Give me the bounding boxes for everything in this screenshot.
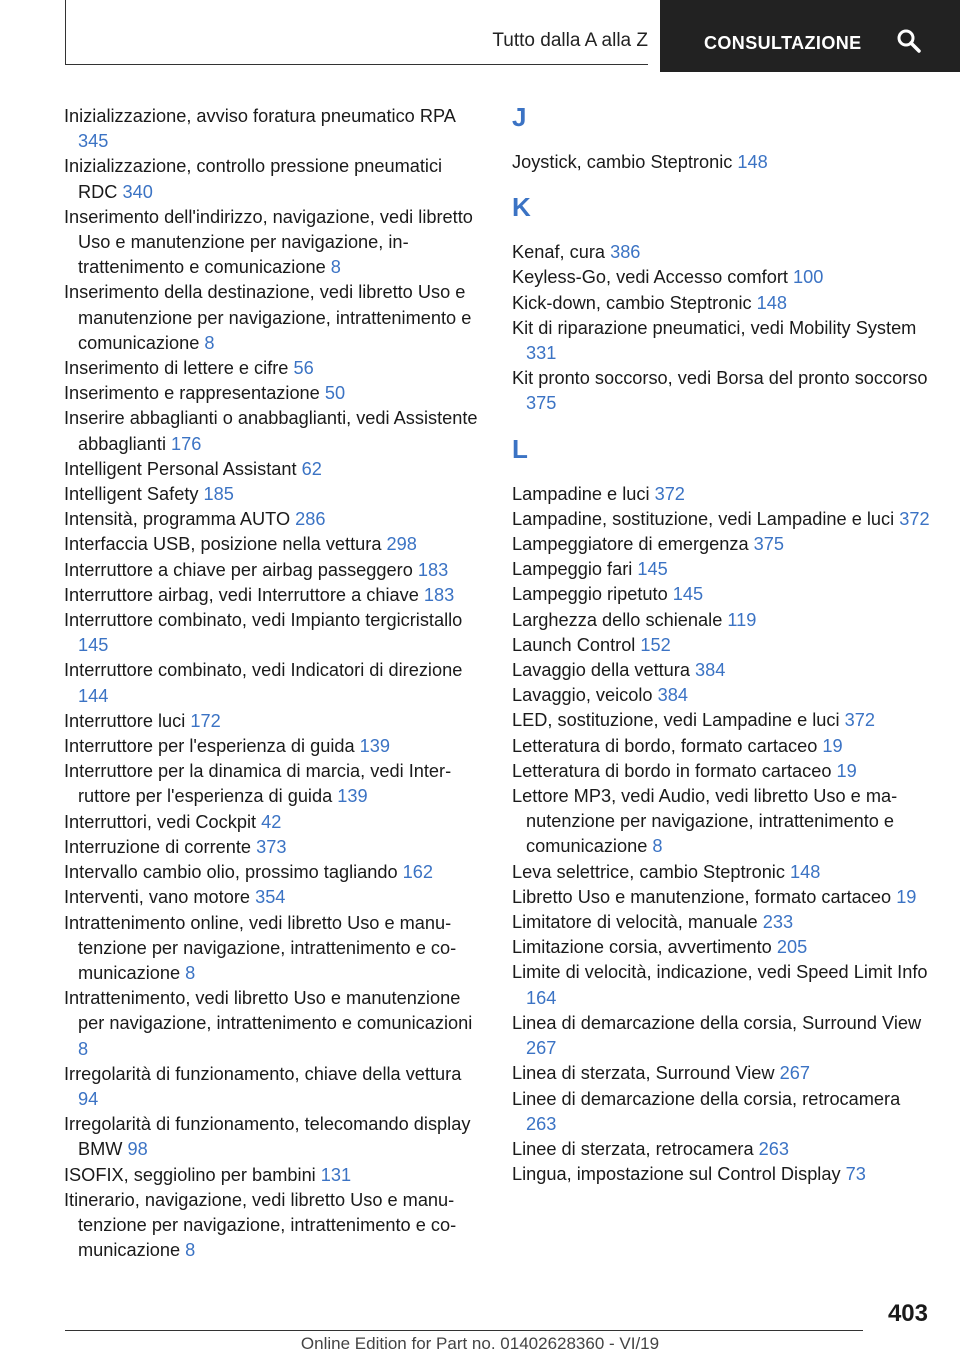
entry-text: Interruttore per la dinamica di marcia, vedi Interruttore per l'esperienza di guida (64, 761, 452, 807)
entry-text: Lampadine e luci (512, 483, 650, 504)
entry-text: Intrattenimento online, vedi libretto Uso e manutenzione per navigazione, intrattenimento e comunicazione (64, 912, 457, 983)
index-entry (512, 935, 932, 960)
page-reference-link[interactable]: 375 (753, 534, 785, 555)
index-entry (512, 658, 932, 683)
page-reference-link[interactable]: 340 (122, 181, 153, 202)
page-reference-link[interactable]: 119 (727, 609, 757, 630)
header-rule-vertical (65, 0, 66, 64)
index-entry (64, 810, 479, 835)
page-reference-link[interactable]: 50 (324, 383, 346, 404)
entry-text: Lampeggio ripetuto (512, 584, 668, 605)
page-reference-link[interactable]: 176 (171, 433, 202, 454)
entry-text: Lettore MP3, vedi Audio, vedi libretto Uso e manutenzione per navigazione, intrattenimento e comunicazione (512, 786, 898, 857)
page-reference-link[interactable]: 42 (261, 811, 282, 832)
page-reference-link[interactable]: 19 (836, 760, 857, 781)
entry-text: Interfaccia USB, posizione nella vettura (64, 534, 382, 555)
index-entry (64, 986, 479, 1062)
index-entry (512, 708, 932, 733)
entry-text: Lampeggio fari (512, 559, 633, 580)
index-entry (64, 608, 479, 658)
index-entry (64, 482, 479, 507)
consultazione-tab[interactable] (660, 0, 960, 72)
page-reference-link[interactable]: 162 (402, 862, 434, 883)
page-reference-link[interactable]: 56 (293, 358, 314, 379)
page-reference-link[interactable]: 8 (78, 1038, 89, 1059)
entry-text: Inserire abbaglianti o anabbaglianti, vedi Assistente abbaglianti (64, 408, 478, 454)
page-reference-link[interactable]: 384 (657, 685, 688, 706)
page-reference-link[interactable]: 354 (255, 887, 286, 908)
index-entry (64, 532, 479, 557)
entry-text: Interruzione di corrente (64, 836, 252, 857)
page-number: 403 (887, 1300, 928, 1327)
letter-heading: K (512, 192, 531, 223)
entry-text: Linea di sterzata, Surround View (512, 1063, 775, 1084)
index-entry (512, 633, 932, 658)
index-entry (512, 734, 932, 759)
entry-text: Intelligent Safety (64, 484, 199, 505)
page-reference-link[interactable]: 286 (295, 509, 326, 530)
index-entry (64, 911, 479, 987)
page-reference-link[interactable]: 372 (654, 483, 685, 504)
search-icon (896, 28, 922, 54)
entry-text: Inserimento della destinazione, vedi libretto Uso e manutenzione per navigazione, intrattenimento e comunicazione (64, 282, 472, 353)
entry-text: Inserimento dell'indirizzo, navigazione, vedi libretto Uso e manutenzione per navigazione, intrattenimento e comunicazione (64, 206, 473, 278)
page-reference-link[interactable]: 8 (652, 836, 663, 857)
entry-text: Kit pronto soccorso, vedi Borsa del pronto soccorso (512, 368, 928, 389)
page-reference-link[interactable]: 19 (896, 886, 917, 907)
entry-text: LED, sostituzione, vedi Lampadine e luci (512, 710, 840, 731)
entry-text: Itinerario, navigazione, vedi libretto Uso e manutenzione per navigazione, intrattenimento e comunicazione (64, 1189, 457, 1261)
page-reference-link[interactable]: 372 (844, 710, 875, 731)
entry-text: Keyless-Go, vedi Accesso comfort (512, 267, 788, 288)
page-reference-link[interactable]: 345 (78, 131, 109, 152)
index-entry (512, 557, 932, 582)
index-entry (512, 860, 932, 885)
page-reference-link[interactable]: 73 (845, 1164, 866, 1185)
index-entry (64, 1163, 479, 1188)
entry-text: Inserimento di lettere e cifre (64, 358, 289, 379)
page-reference-link[interactable]: 372 (899, 508, 930, 529)
index-entry (512, 532, 932, 557)
page-reference-link[interactable]: 139 (337, 786, 368, 807)
page-reference-link[interactable]: 233 (762, 912, 794, 933)
index-entry (64, 1112, 479, 1162)
entry-text: Libretto Uso e manutenzione, formato cartaceo (512, 886, 892, 907)
entry-text: Kit di riparazione pneumatici, vedi Mobility System (512, 317, 917, 338)
page-reference-link[interactable]: 172 (190, 710, 221, 731)
page-reference-link[interactable]: 331 (526, 343, 557, 364)
page-reference-link[interactable]: 263 (758, 1138, 790, 1159)
page-reference-link[interactable]: 386 (610, 242, 641, 263)
entry-text: Inserimento e rappresentazione (64, 383, 320, 404)
page-reference-link[interactable]: 145 (78, 635, 109, 656)
entry-text: Limitatore di velocità, manuale (512, 912, 758, 933)
entry-text: Lampeggiatore di emergenza (512, 534, 749, 555)
index-entry (512, 316, 932, 366)
index-entry (512, 1011, 932, 1061)
entry-text: Interruttore per l'esperienza di guida (64, 736, 355, 757)
entry-text: Joystick, cambio Steptronic (512, 152, 733, 172)
entry-text: Irregolarità di funzionamento, telecomando display BMW (64, 1114, 471, 1160)
entry-text: ISOFIX, seggiolino per bambini (64, 1164, 316, 1185)
edition-footer: Online Edition for Part no. 01402628360 - VI/19 (300, 1334, 660, 1353)
entry-text: Lampadine, sostituzione, vedi Lampadine e luci (512, 508, 895, 529)
page-reference-link[interactable]: 183 (417, 559, 449, 580)
index-entry (64, 759, 479, 809)
entry-text: Interruttori, vedi Cockpit (64, 811, 257, 832)
entry-text: Lavaggio della vettura (512, 660, 690, 681)
page-reference-link[interactable]: 298 (386, 534, 417, 555)
page-reference-link[interactable]: 152 (640, 634, 671, 655)
entry-text: Launch Control (512, 634, 636, 655)
index-entry (64, 406, 479, 456)
entry-text: Interruttore luci (64, 710, 186, 731)
section-title: Tutto dalla A alla Z (492, 30, 648, 51)
index-entry (64, 583, 479, 608)
entry-text: Irregolarità di funzionamento, chiave della vettura (64, 1063, 462, 1084)
entry-text: Interruttore airbag, vedi Interruttore a chiave (64, 584, 419, 605)
entry-text: Inizializzazione, avviso foratura pneumatico RPA (64, 106, 455, 126)
page-reference-link[interactable]: 183 (423, 584, 455, 605)
index-entry (512, 1061, 932, 1086)
letter-heading: L (512, 433, 528, 464)
page-reference-link[interactable]: 164 (526, 987, 557, 1008)
index-column-right (512, 104, 932, 1187)
page-reference-link[interactable]: 185 (203, 484, 234, 505)
entry-text: Interruttore combinato, vedi Impianto tergicristallo (64, 610, 463, 631)
page-reference-link[interactable]: 267 (526, 1038, 557, 1059)
index-column-left (64, 104, 479, 1263)
index-entry (64, 558, 479, 583)
page-reference-link[interactable]: 263 (526, 1113, 557, 1134)
page-reference-link[interactable]: 148 (756, 292, 787, 313)
index-entry (64, 734, 479, 759)
entry-text: Letteratura di bordo in formato cartaceo (512, 760, 832, 781)
page-reference-link[interactable]: 8 (185, 1240, 196, 1261)
index-entry (512, 683, 932, 708)
page-reference-link[interactable]: 131 (320, 1164, 352, 1185)
index-entry (512, 759, 932, 784)
page-reference-link[interactable]: 145 (672, 584, 704, 605)
page-reference-link[interactable]: 8 (330, 257, 341, 278)
entry-text: Linea di demarcazione della corsia, Surround View (512, 1012, 922, 1033)
index-entry (512, 582, 932, 607)
index-entry (512, 1087, 932, 1137)
entry-text: Inizializzazione, controllo pressione pneumatici RDC (64, 156, 443, 202)
entry-text: Linee di demarcazione della corsia, retrocamera (512, 1088, 901, 1109)
page-reference-link[interactable]: 8 (204, 332, 215, 353)
index-entry (64, 356, 479, 381)
entry-text: Limite di velocità, indicazione, vedi Speed Limit Info (512, 962, 928, 983)
entry-text: Lingua, impostazione sul Control Display (512, 1164, 841, 1185)
index-entry (64, 885, 479, 910)
entry-text: Linee di sterzata, retrocamera (512, 1138, 754, 1159)
page-reference-link[interactable]: 205 (776, 937, 808, 958)
index-entry (512, 150, 932, 175)
page-reference-link[interactable]: 8 (185, 962, 196, 983)
index-entry (512, 507, 932, 532)
index-entry (512, 240, 932, 265)
page-reference-link[interactable]: 373 (256, 836, 287, 857)
index-entry (512, 291, 932, 316)
entry-text: Kenaf, cura (512, 242, 606, 263)
page-reference-link[interactable]: 100 (793, 267, 824, 288)
index-entry (64, 280, 479, 356)
index-entry (64, 658, 479, 708)
entry-text: Larghezza dello schienale (512, 609, 723, 630)
entry-text: Kick-down, cambio Steptronic (512, 292, 752, 313)
index-entry (64, 154, 479, 204)
entry-text: Intrattenimento, vedi libretto Uso e manutenzione per navigazione, intrattenimento e comunicazioni (64, 988, 473, 1034)
page-reference-link[interactable]: 148 (790, 861, 821, 882)
index-entry (512, 910, 932, 935)
index-entry (512, 885, 932, 910)
page-reference-link[interactable]: 19 (822, 735, 843, 756)
index-entry (512, 784, 932, 860)
index-entry (64, 381, 479, 406)
entry-text: Intervallo cambio olio, prossimo tagliando (64, 862, 398, 883)
entry-text: Leva selettrice, cambio Steptronic (512, 861, 785, 882)
index-entry (64, 507, 479, 532)
letter-heading: J (512, 102, 527, 132)
entry-text: Interruttore combinato, vedi Indicatori di direzione (64, 660, 463, 681)
page-reference-link[interactable]: 148 (737, 152, 768, 172)
tab-label: CONSULTAZIONE (704, 33, 862, 53)
index-entry (64, 104, 479, 154)
entry-text: Interruttore a chiave per airbag passeggero (64, 559, 413, 580)
index-entry (64, 205, 479, 281)
entry-text: Lavaggio, veicolo (512, 685, 653, 706)
entry-text: Intelligent Personal Assistant (64, 458, 297, 479)
page-reference-link[interactable]: 139 (359, 736, 391, 757)
header-rule (65, 64, 648, 65)
page-reference-link[interactable]: 62 (301, 458, 322, 479)
index-entry (512, 960, 932, 1010)
index-entry (64, 457, 479, 482)
entry-text: Letteratura di bordo, formato cartaceo (512, 735, 818, 756)
page-reference-link[interactable]: 144 (78, 685, 109, 706)
index-entry (64, 709, 479, 734)
index-entry (512, 482, 932, 507)
index-entry (512, 1137, 932, 1162)
page-reference-link[interactable]: 98 (127, 1139, 148, 1160)
page-reference-link[interactable]: 384 (695, 660, 726, 681)
entry-text: Interventi, vano motore (64, 887, 251, 908)
index-entry (512, 265, 932, 290)
index-entry (64, 1062, 479, 1112)
index-entry (64, 860, 479, 885)
index-entry (512, 366, 932, 416)
page-reference-link[interactable]: 94 (78, 1088, 99, 1109)
page-reference-link[interactable]: 145 (637, 559, 668, 580)
index-entry (64, 835, 479, 860)
entry-text: Intensità, programma AUTO (64, 509, 291, 530)
footer-rule (65, 1330, 863, 1331)
page-reference-link[interactable]: 267 (779, 1063, 810, 1084)
entry-text: Limitazione corsia, avvertimento (512, 937, 772, 958)
index-entry (512, 1162, 932, 1187)
index-entry (512, 608, 932, 633)
page-reference-link[interactable]: 375 (526, 393, 557, 414)
index-entry (64, 1188, 479, 1264)
